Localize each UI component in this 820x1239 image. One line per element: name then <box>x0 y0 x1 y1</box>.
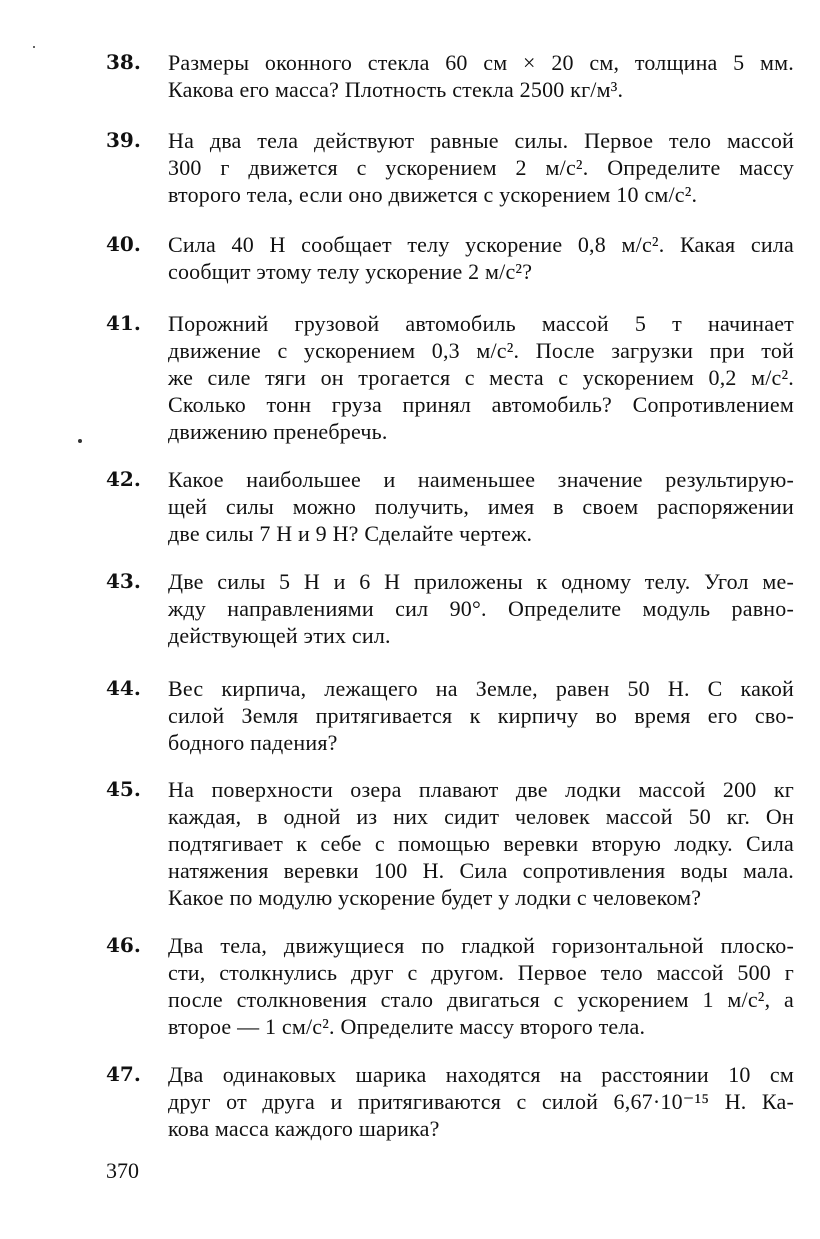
problem-text <box>168 310 794 445</box>
problem-line: На поверхности озера плавают две лодки массой 200 кг <box>168 777 794 802</box>
print-speck <box>33 46 35 48</box>
problem-number: 42. <box>106 467 141 491</box>
problem-line: жду направлениями сил 90°. Определите модуль равно- <box>168 596 794 621</box>
problem-text <box>168 568 794 649</box>
problem-line: движение с ускорением 0,3 м/с². После загрузки при той <box>168 338 794 363</box>
problem-line: Какое по модулю ускорение будет у лодки с человеком? <box>168 885 702 910</box>
problem-line: Две силы 5 Н и 6 Н приложены к одному телу. Угол ме- <box>168 569 794 594</box>
problem-line: второе — 1 см/с². Определите массу второго тела. <box>168 1014 646 1039</box>
problem-line: Два одинаковых шарика находятся на расстоянии 10 см <box>168 1062 794 1087</box>
problem-line: Сколько тонн груза принял автомобиль? Сопротивлением <box>168 392 794 417</box>
problem-text <box>168 776 794 911</box>
print-speck <box>78 439 82 443</box>
problem-number: 46. <box>106 933 141 957</box>
problem-line: две силы 7 Н и 9 Н? Сделайте чертеж. <box>168 521 533 546</box>
problem-line: Какое наибольшее и наименьшее значение результирую- <box>168 467 794 492</box>
problem-line: силой Земля притягивается к кирпичу во время его сво- <box>168 703 794 728</box>
problem-line: Вес кирпича, лежащего на Земле, равен 50 Н. С какой <box>168 676 794 701</box>
problem-line: Какова его масса? Плотность стекла 2500 кг/м³. <box>168 77 624 102</box>
problem-line: Сила 40 Н сообщает телу ускорение 0,8 м/с². Какая сила <box>168 232 794 257</box>
problem-line: кова масса каждого шарика? <box>168 1116 440 1141</box>
problem-line: Порожний грузовой автомобиль массой 5 т начинает <box>168 311 794 336</box>
problem-number: 41. <box>106 311 141 335</box>
problem-number: 45. <box>106 777 141 801</box>
problem-text <box>168 49 794 103</box>
problem-line: движению пренебречь. <box>168 419 388 444</box>
problem-line: действующей этих сил. <box>168 623 391 648</box>
problem-line: Размеры оконного стекла 60 см × 20 см, толщина 5 мм. <box>168 50 794 75</box>
problem-line: бодного падения? <box>168 730 338 755</box>
problem-line: сообщит этому телу ускорение 2 м/с²? <box>168 259 533 284</box>
problem-text <box>168 932 794 1040</box>
problem-text <box>168 127 794 208</box>
problem-line: 300 г движется с ускорением 2 м/с². Определите массу <box>168 155 794 180</box>
page-number: 370 <box>106 1158 139 1183</box>
problem-number: 43. <box>106 569 141 593</box>
problem-text <box>168 1061 794 1142</box>
problem-line: каждая, в одной из них сидит человек массой 50 кг. Он <box>168 804 794 829</box>
problem-text <box>168 231 794 285</box>
problem-number: 38. <box>106 50 141 74</box>
problem-line: На два тела действуют равные силы. Первое тело массой <box>168 128 794 153</box>
problem-line: после столкновения стало двигаться с ускорением 1 м/с², а <box>168 987 794 1012</box>
problem-text <box>168 466 794 547</box>
problem-line: щей силы можно получить, имея в своем распоряжении <box>168 494 794 519</box>
problem-line: друг от друга и притягиваются с силой 6,67·10⁻¹⁵ Н. Ка- <box>168 1089 794 1114</box>
problem-number: 47. <box>106 1062 141 1086</box>
problem-number: 44. <box>106 676 141 700</box>
problem-number: 40. <box>106 232 141 256</box>
problem-line: же силе тяги он трогается с места с ускорением 0,2 м/с². <box>168 365 794 390</box>
problem-text <box>168 675 794 756</box>
problem-number: 39. <box>106 128 141 152</box>
problem-line: подтягивает к себе с помощью веревки вторую лодку. Сила <box>168 831 794 856</box>
problem-line: второго тела, если оно движется с ускорением 10 см/с². <box>168 182 698 207</box>
problem-line: натяжения веревки 100 Н. Сила сопротивления воды мала. <box>168 858 794 883</box>
problem-line: сти, столкнулись друг с другом. Первое тело массой 500 г <box>168 960 794 985</box>
problem-line: Два тела, движущиеся по гладкой горизонтальной плоско- <box>168 933 794 958</box>
